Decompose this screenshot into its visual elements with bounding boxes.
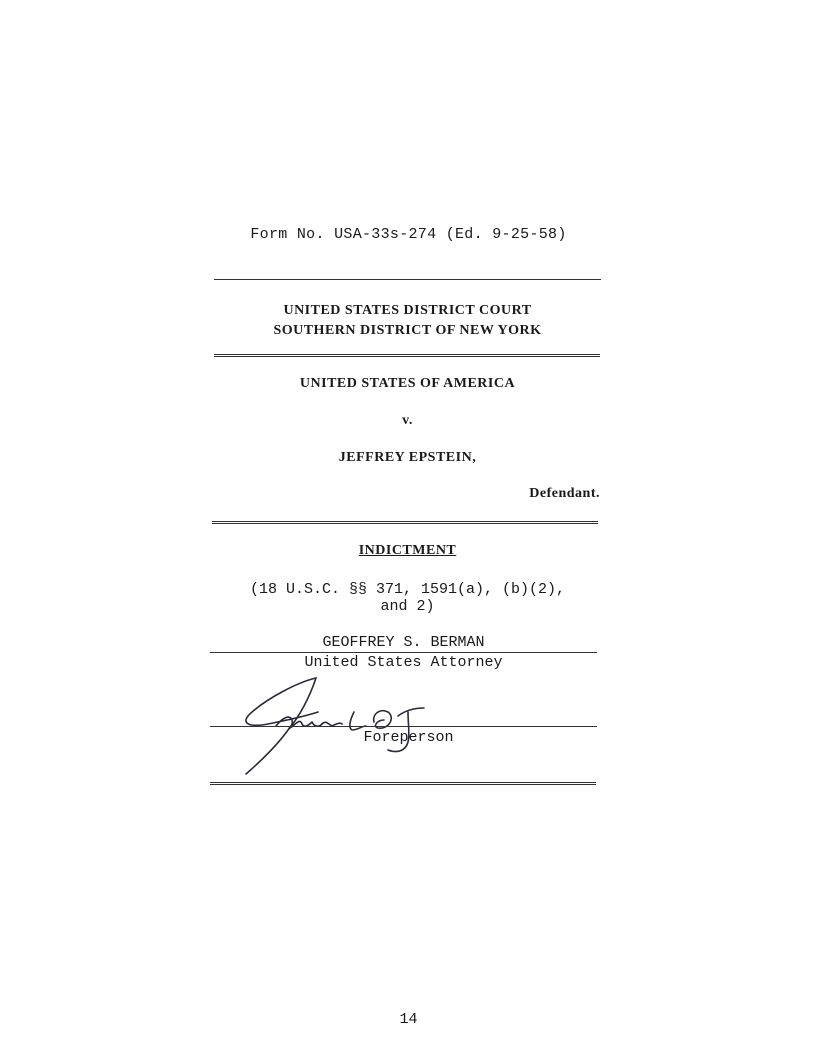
- versus-text: v.: [402, 413, 413, 428]
- divider-rule-1: [214, 279, 601, 280]
- attorney-title: United States Attorney: [304, 654, 503, 671]
- form-number: Form No. USA-33s-274 (Ed. 9-25-58): [250, 226, 567, 243]
- page-number: 14: [399, 1011, 418, 1028]
- statute-line-1: (18 U.S.C. §§ 371, 1591(a), (b)(2),: [249, 581, 566, 598]
- divider-rule-3: [212, 521, 598, 524]
- court-line-2: SOUTHERN DISTRICT OF NEW YORK: [273, 323, 542, 338]
- court-name: [214, 301, 601, 341]
- defendant-name: JEFFREY EPSTEIN,: [338, 450, 477, 465]
- divider-rule-2: [214, 354, 600, 357]
- defendant-label: Defendant.: [529, 486, 600, 501]
- foreperson-signature: [238, 668, 458, 776]
- document-title: [214, 543, 601, 559]
- plaintiff-name: UNITED STATES OF AMERICA: [299, 376, 516, 391]
- document-title-text: INDICTMENT: [358, 543, 457, 558]
- signature-rule: [210, 726, 597, 727]
- foreperson-label: Foreperson: [363, 729, 454, 746]
- divider-rule-4: [210, 782, 596, 785]
- statute-citation: [214, 581, 601, 615]
- attorney-name: GEOFFREY S. BERMAN: [322, 634, 485, 651]
- court-line-1: UNITED STATES DISTRICT COURT: [283, 303, 532, 318]
- statute-line-2: and 2): [380, 598, 435, 615]
- attorney-rule: [210, 652, 597, 653]
